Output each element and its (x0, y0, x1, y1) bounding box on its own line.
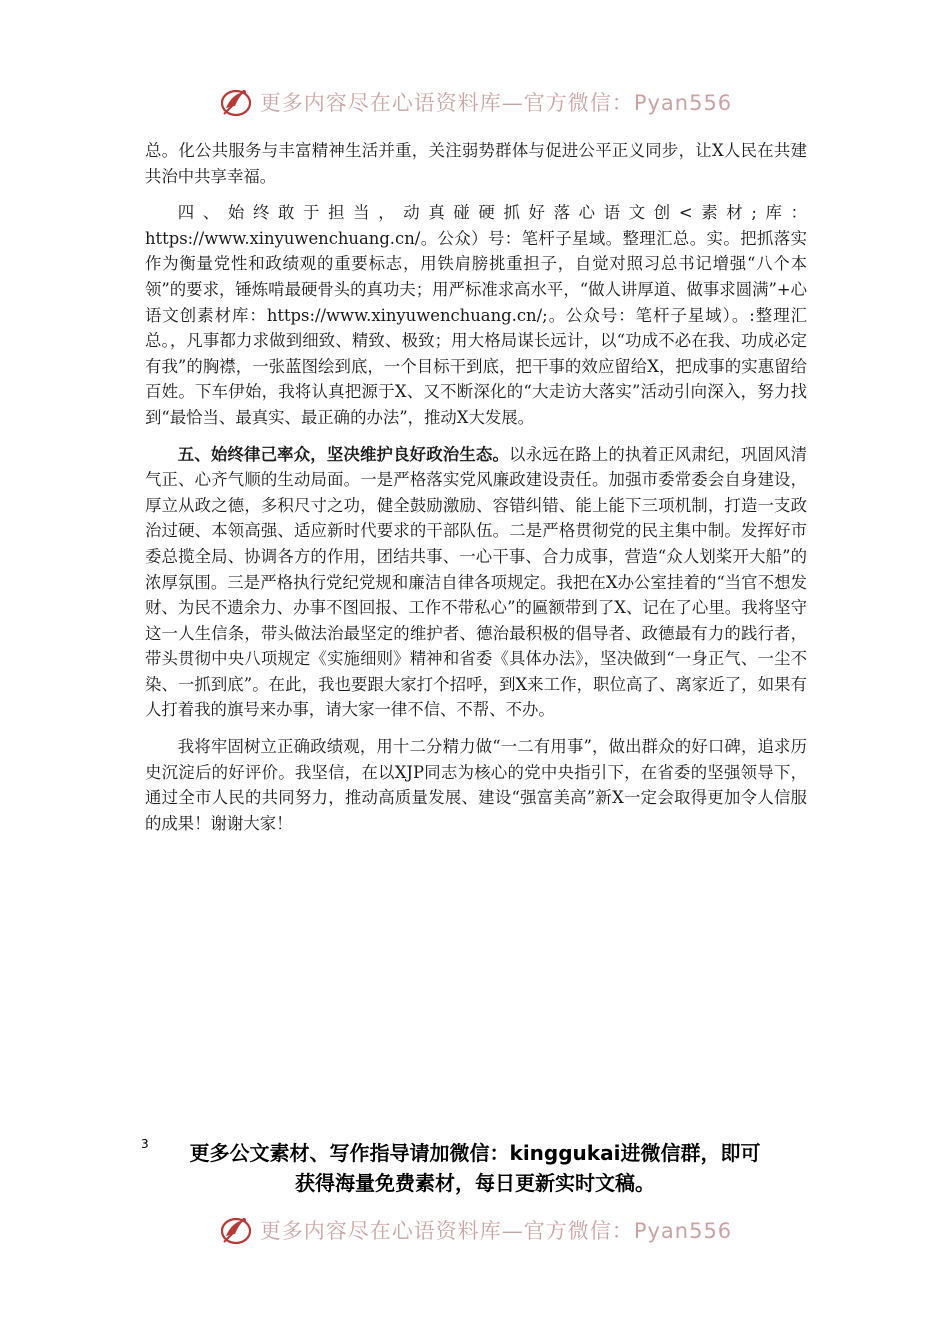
promo-line-2: 获得海量免费素材，每日更新实时文稿。 (295, 1171, 655, 1195)
promo-line-1: 更多公文素材、写作指导请加微信：kinggukai进微信群，即可 (189, 1141, 761, 1165)
paragraph-section-four: 四、始终敢于担当，动真碰硬抓好落心语文创<素材;库：https://www.xinyuwenchuang.cn/。公众）号：笔杆子星域。整理汇总。实。把抓落实作为衡量党性和政绩观的重要标志，用铁肩膀挑重担子，自觉对照习总书记增强“八个本领”的要求，锤炼啃最硬骨头的真功夫；用严标准求高水平，“做人讲厚道、做事求圆满”+心语文创素材库：https://www.xinyuwenchuang.cn/;。公众号：笔杆子星域）。:整理汇总。，凡事都力求做到细致、精致、极致；用大格局谋长远计，以“功成不必在我、功成必定有我”的胸襟，一张蓝图绘到底，一个目标干到底，把干事的效应留给X，把成事的实惠留给百姓。下车伊始，我将认真把源于X、又不断深化的“大走访大落实”活动引向深入，努力找到“最恰当、最真实、最正确的办法”，推动X大发展。 (145, 203, 807, 427)
section-five-text: 以永远在路上的执着正风肃纪，巩固风清气正、心齐气顺的生动局面。一是严格落实党风廉政建设责任。加强市委常委会自身建设，厚立从政之德，多积尺寸之功，健全鼓励激励、容错纠错、能上能下三项机制，打造一支政治过硬、本领高强、适应新时代要求的干部队伍。二是严格贯彻党的民主集中制。发挥好市委总揽全局、协调各方的作用，团结共事、一心干事、合力成事，营造“众人划桨开大船”的浓厚氛围。三是严格执行党纪党规和廉洁自律各项规定。我把在X办公室挂着的“当官不想发财、为民不遗余力、办事不图回报、工作不带私心”的匾额带到了X、记在了心里。我将坚守这一人生信条，带头做法治最坚定的维护者、德治最积极的倡导者、政德最有力的践行者，带头贯彻中央八项规定《实施细则》精神和省委《具体办法》，坚决做到“一身正气、一尘不染、一抓到底”。在此，我也要跟大家打个招呼，到X来工作，职位高了、离家近了，如果有人打着我的旗号来办事，请大家一律不信、不帮、不办。 (145, 444, 807, 720)
paragraph-section-five (145, 442, 807, 724)
paragraph-continuation: 总。化公共服务与丰富精神生活并重，关注弱势群体与促进公平正义同步，让X人民在共建共治中共享幸福。 (145, 141, 807, 186)
promo-notice (0, 1138, 950, 1198)
footer-watermark-banner (0, 1210, 950, 1250)
pen-logo-icon (218, 84, 254, 120)
page-number: 3 (141, 1137, 149, 1151)
footer-wechat-id: Pyan556 (633, 1219, 733, 1243)
header-brand-text: 更多内容尽在心语资料库—官方微信：Pyan556 (259, 91, 733, 115)
header-watermark-banner (0, 82, 950, 122)
header-wechat-id: Pyan556 (633, 91, 733, 115)
pen-logo-icon (218, 1212, 254, 1248)
footer-brand-text: 更多内容尽在心语资料库—官方微信：Pyan556 (259, 1219, 733, 1243)
section-five-heading: 五、始终律己率众，坚决维护良好政治生态。 (177, 444, 510, 464)
paragraph-closing: 我将牢固树立正确政绩观，用十二分精力做“一二有用事”，做出群众的好口碑，追求历史沉淀后的好评价。我坚信，在以XJP同志为核心的党中央指引下，在省委的坚强领导下，通过全市人民的共同努力，推动高质量发展、建设“强富美高”新X一定会取得更加令人信服的成果！谢谢大家！ (145, 737, 807, 833)
document-body (145, 138, 807, 836)
